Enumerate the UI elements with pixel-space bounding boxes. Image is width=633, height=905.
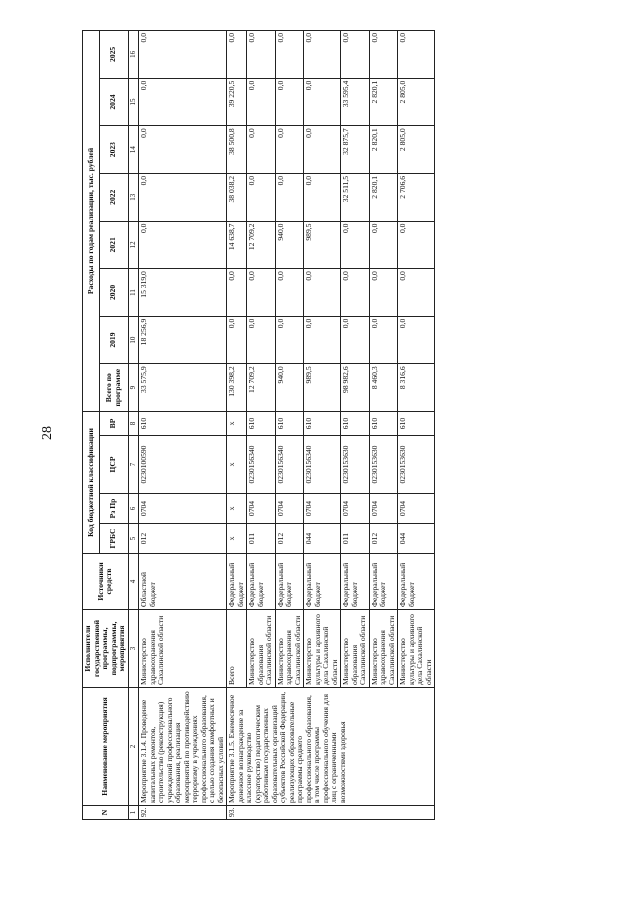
index-cell: 4 bbox=[128, 554, 139, 610]
year-value: 38 038,2 bbox=[227, 173, 247, 221]
rzpr-code: 0704 bbox=[369, 494, 398, 524]
year-value: 0,0 bbox=[275, 316, 304, 364]
index-cell: 1 bbox=[128, 806, 139, 820]
total-value: 12 709,2 bbox=[247, 364, 276, 412]
vr-code: 610 bbox=[247, 411, 276, 435]
year-value: 2 706,6 bbox=[398, 173, 435, 221]
year-value: 0,0 bbox=[398, 31, 435, 79]
year-value: 0,0 bbox=[275, 126, 304, 174]
csr-code: 0230153630 bbox=[398, 436, 435, 494]
total-value: 8 460,3 bbox=[369, 364, 398, 412]
index-cell: 8 bbox=[128, 411, 139, 435]
year-value: 0,0 bbox=[304, 31, 341, 79]
year-value: 18 256,9 bbox=[139, 316, 227, 364]
year-value: 0,0 bbox=[275, 269, 304, 317]
header-year: 2021 bbox=[99, 221, 128, 269]
executor: Министерство здравоохранения Сахалинской области bbox=[139, 610, 227, 688]
grbs-code: 044 bbox=[398, 524, 435, 554]
funding-source: Федеральный бюджет bbox=[398, 554, 435, 610]
grbs-code: 044 bbox=[304, 524, 341, 554]
vr-code: x bbox=[227, 411, 247, 435]
rzpr-code: 0704 bbox=[398, 494, 435, 524]
year-value: 0,0 bbox=[341, 31, 370, 79]
header-expenses: Расходы по годам реализации, тыс. рублей bbox=[83, 31, 100, 412]
header-csr: ЦСР bbox=[99, 436, 128, 494]
executor: Министерство здравоохранения Сахалинской области bbox=[369, 610, 398, 688]
grbs-code: 012 bbox=[369, 524, 398, 554]
year-value: 0,0 bbox=[247, 78, 276, 126]
rzpr-code: 0704 bbox=[341, 494, 370, 524]
year-value: 0,0 bbox=[304, 126, 341, 174]
year-value: 0,0 bbox=[398, 316, 435, 364]
year-value: 0,0 bbox=[341, 221, 370, 269]
funding-source: Федеральный бюджет bbox=[275, 554, 304, 610]
executor: Министерство культуры и архивного дела Сахалинской области bbox=[398, 610, 435, 688]
header-budget-code: Код бюджетной классификации bbox=[83, 411, 100, 553]
header-year: 2023 bbox=[99, 126, 128, 174]
total-value: 98 982,6 bbox=[341, 364, 370, 412]
header-executors: Исполнители государственной программы, подпрограммы, мероприятия bbox=[83, 610, 129, 688]
measure-name: Мероприятие 3.1.5. Ежемесячное денежное вознаграждение за классное руководство (кураторство) педагогическим работникам государственных образовательных организаций субъектов Российской Федерации, реализующих образовательные программы среднего профессионального образования, в том числе программы профессионального обучения для лиц с ограниченными возможностями здоровья bbox=[227, 688, 435, 806]
csr-code: 0230153630 bbox=[369, 436, 398, 494]
vr-code: 610 bbox=[275, 411, 304, 435]
year-value: 0,0 bbox=[139, 221, 227, 269]
vr-code: 610 bbox=[304, 411, 341, 435]
header-year: 2019 bbox=[99, 316, 128, 364]
index-cell: 16 bbox=[128, 31, 139, 79]
year-value: 32 511,5 bbox=[341, 173, 370, 221]
row-number: 93. bbox=[227, 806, 435, 820]
year-value: 2 805,0 bbox=[398, 126, 435, 174]
year-value: 0,0 bbox=[227, 31, 247, 79]
year-value: 0,0 bbox=[304, 316, 341, 364]
year-value: 0,0 bbox=[304, 78, 341, 126]
index-cell: 15 bbox=[128, 78, 139, 126]
grbs-code: 012 bbox=[139, 524, 227, 554]
year-value: 0,0 bbox=[247, 316, 276, 364]
year-value: 0,0 bbox=[227, 316, 247, 364]
year-value: 0,0 bbox=[275, 78, 304, 126]
year-value: 0,0 bbox=[247, 269, 276, 317]
year-value: 39 220,5 bbox=[227, 78, 247, 126]
index-cell: 12 bbox=[128, 221, 139, 269]
total-value: 989,5 bbox=[304, 364, 341, 412]
header-year: 2025 bbox=[99, 31, 128, 79]
executor: Министерство культуры и архивного дела Сахалинской области bbox=[304, 610, 341, 688]
row-number: 92. bbox=[139, 806, 227, 820]
funding-source: Федеральный бюджет bbox=[247, 554, 276, 610]
header-year: 2020 bbox=[99, 269, 128, 317]
year-value: 0,0 bbox=[275, 173, 304, 221]
header-vr: ВР bbox=[99, 411, 128, 435]
funding-source: Федеральный бюджет bbox=[369, 554, 398, 610]
funding-source: Федеральный бюджет bbox=[304, 554, 341, 610]
index-cell: 5 bbox=[128, 524, 139, 554]
year-value: 0,0 bbox=[369, 221, 398, 269]
index-cell: 9 bbox=[128, 364, 139, 412]
total-value: 33 575,9 bbox=[139, 364, 227, 412]
csr-code: 0230156340 bbox=[275, 436, 304, 494]
index-cell: 3 bbox=[128, 610, 139, 688]
header-total: Всего по программе bbox=[99, 364, 128, 412]
header-n: N bbox=[83, 806, 129, 820]
vr-code: 610 bbox=[398, 411, 435, 435]
year-value: 2 805,0 bbox=[398, 78, 435, 126]
executor: Министерство образования Сахалинской области bbox=[341, 610, 370, 688]
year-value: 0,0 bbox=[398, 221, 435, 269]
year-value: 0,0 bbox=[139, 78, 227, 126]
index-cell: 7 bbox=[128, 436, 139, 494]
year-value: 940,0 bbox=[275, 221, 304, 269]
total-value: 130 398,2 bbox=[227, 364, 247, 412]
rzpr-code: 0704 bbox=[139, 494, 227, 524]
header-name: Наименование мероприятия bbox=[83, 688, 129, 806]
index-cell: 13 bbox=[128, 173, 139, 221]
year-value: 14 638,7 bbox=[227, 221, 247, 269]
year-value: 0,0 bbox=[247, 173, 276, 221]
rzpr-code: 0704 bbox=[304, 494, 341, 524]
year-value: 0,0 bbox=[369, 316, 398, 364]
year-value: 12 709,2 bbox=[247, 221, 276, 269]
year-value: 0,0 bbox=[247, 31, 276, 79]
rotated-table-container bbox=[82, 30, 627, 820]
csr-code: x bbox=[227, 436, 247, 494]
table-row bbox=[139, 31, 227, 820]
year-value: 38 500,8 bbox=[227, 126, 247, 174]
csr-code: 0230156340 bbox=[304, 436, 341, 494]
year-value: 0,0 bbox=[139, 31, 227, 79]
vr-code: 610 bbox=[341, 411, 370, 435]
funding-source: Федеральный бюджет bbox=[341, 554, 370, 610]
csr-code: 0230156340 bbox=[247, 436, 276, 494]
total-value: 8 316,6 bbox=[398, 364, 435, 412]
year-value: 0,0 bbox=[139, 126, 227, 174]
index-cell: 2 bbox=[128, 688, 139, 806]
budget-table bbox=[82, 30, 435, 820]
vr-code: 610 bbox=[139, 411, 227, 435]
total-value: 940,0 bbox=[275, 364, 304, 412]
rzpr-code: x bbox=[227, 494, 247, 524]
year-value: 0,0 bbox=[227, 269, 247, 317]
funding-source: Федеральный бюджет bbox=[227, 554, 247, 610]
rzpr-code: 0704 bbox=[275, 494, 304, 524]
vr-code: 610 bbox=[369, 411, 398, 435]
header-year: 2024 bbox=[99, 78, 128, 126]
grbs-code: 011 bbox=[247, 524, 276, 554]
year-value: 32 875,7 bbox=[341, 126, 370, 174]
header-source: Источники средств bbox=[83, 554, 129, 610]
year-value: 33 595,4 bbox=[341, 78, 370, 126]
grbs-code: 011 bbox=[341, 524, 370, 554]
header-grbs: ГРБС bbox=[99, 524, 128, 554]
column-index-row bbox=[128, 31, 139, 820]
csr-code: 0230153630 bbox=[341, 436, 370, 494]
executor: Министерство образования Сахалинской области bbox=[247, 610, 276, 688]
year-value: 0,0 bbox=[304, 173, 341, 221]
funding-source: Областной бюджет bbox=[139, 554, 227, 610]
year-value: 0,0 bbox=[139, 173, 227, 221]
csr-code: 0230100590 bbox=[139, 436, 227, 494]
page-number: 28 bbox=[40, 426, 55, 440]
grbs-code: 012 bbox=[275, 524, 304, 554]
index-cell: 10 bbox=[128, 316, 139, 364]
index-cell: 14 bbox=[128, 126, 139, 174]
year-value: 15 319,0 bbox=[139, 269, 227, 317]
year-value: 0,0 bbox=[275, 31, 304, 79]
rzpr-code: 0704 bbox=[247, 494, 276, 524]
year-value: 0,0 bbox=[247, 126, 276, 174]
year-value: 2 820,1 bbox=[369, 78, 398, 126]
executor: Министерство здравоохранения Сахалинской области bbox=[275, 610, 304, 688]
year-value: 2 820,1 bbox=[369, 173, 398, 221]
header-rzpr: Рз Пр bbox=[99, 494, 128, 524]
year-value: 2 820,1 bbox=[369, 126, 398, 174]
year-value: 0,0 bbox=[304, 269, 341, 317]
index-cell: 11 bbox=[128, 269, 139, 317]
year-value: 989,5 bbox=[304, 221, 341, 269]
year-value: 0,0 bbox=[341, 316, 370, 364]
index-cell: 6 bbox=[128, 494, 139, 524]
executor: Всего bbox=[227, 610, 247, 688]
year-value: 0,0 bbox=[369, 31, 398, 79]
year-value: 0,0 bbox=[398, 269, 435, 317]
table-row bbox=[227, 31, 247, 820]
year-value: 0,0 bbox=[369, 269, 398, 317]
measure-name: Мероприятие 3.1.4. Проведение капитальных ремонтов, строительство (реконструкция) учреждений профессионального образования, реализация мероприятий по противодействию терроризму в учреждениях профессионального образования, с целью создания комфортных и безопасных условий bbox=[139, 688, 227, 806]
year-value: 0,0 bbox=[341, 269, 370, 317]
header-year: 2022 bbox=[99, 173, 128, 221]
grbs-code: x bbox=[227, 524, 247, 554]
